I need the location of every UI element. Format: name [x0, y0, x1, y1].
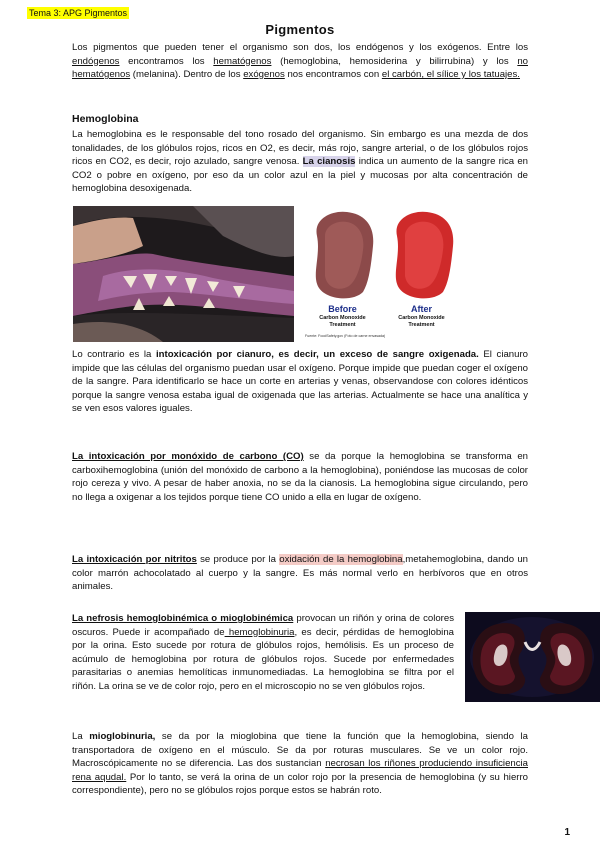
nefrosis-paragraph: La nefrosis hemoglobinémica o mioglobinémica provocan un riñón y orina de colores oscuros. Puede ir acompañado de hemoglobinuria, es decir, pérdidas de hemoglobina por la orina. Esto sucede por rotura de glóbulos rojos, hemólisis. Es un proceso de acúmulo de hemoglobina por rotura de glóbulos rojos. Sucede por enfermedades parasitarias o anemias hemolíticas inmunomediadas. La hemoglobina se filtra por el riñón. La orina se ve de color rojo, pero en el microscopio no se ven glóbulos rojos.	[72, 613, 455, 692]
intro-paragraph: Los pigmentos que pueden tener el organismo son dos, los endógenos y los exógenos. Entre los endógenos encontramos los hematógenos (hemoglobina, hemosiderina y bilirrubina) y los no hematógenos (melanina). Dentro de los exógenos nos encontramos con el carbón, el sílice y los tatuajes.	[72, 42, 528, 80]
kidney-image	[465, 612, 600, 702]
after-label: After	[410, 304, 432, 314]
topic-tag: Tema 3: APG Pigmentos	[29, 8, 128, 18]
before-sublabel: Carbon Monoxide Treatment	[319, 315, 366, 328]
before-label: Before	[328, 304, 357, 314]
nitritos-paragraph: La intoxicación por nitritos se produce por la oxidación de la hemoglobina,metahemoglobina, dando un color marrón achocolatado al cuerpo y la sangre. Es más normal verlo en herbívoros que en otros animales.	[72, 554, 529, 592]
mioglobinuria-paragraph: La mioglobinuria, se da por la mioglobina que tiene la función que la hemoglobina, siendo la transportadora de oxígeno en el músculo. Se da por roturas musculares. Se ve un color rojo. Macroscópicamente no se diferencia. Las dos sustancian necrosan los riñones produciendo insuficiencia rena aqudal. Por lo tanto, se verá la orina de un color rojo por la presencia de hemoglobina (y su hierro correspondiente), pero no se glóbulos rojos porque estos se habrán roto.	[72, 731, 528, 796]
figure-caption: Fuente: FoodSafety.gov (Foto de carne envasada)	[305, 334, 386, 338]
cianuro-paragraph: Lo contrario es la intoxicación por cianuro, es decir, un exceso de sangre oxigenada. El cianuro impide que las células del organismo puedan usar el oxígeno. Porque impide que puedan coger el oxígeno de la sangre. Para identificarlo se hace un corte en arterias y venas, observandose con colores idénticos porque la sangre venosa estaba igual de oxigenada que las arterias. Actualmente se hace una analítica y se ven esos valores iguales.	[72, 349, 528, 414]
meat-co-figure	[303, 206, 461, 342]
hemoglobina-paragraph: La hemoglobina es le responsable del tono rosado del organismo. Sin embargo es una mezda de dos tonalidades, de los glóbulos rojos, ricos en O2, es decir, más rojo, sangre arterial, o de los glóbulos rojos ricos en CO2, es decir, rojo azulado, sangre venosa. La cianosis indica un aumento de la sangre rica en CO2 o pobre en oxígeno, por eso da un color azul en la piel y mucosas por alta concentración de hemoglobina desoxigenada.	[72, 129, 528, 194]
monoxido-paragraph: La intoxicación por monóxido de carbono (CO) se da porque la hemoglobina se transforma en carboxihemoglobina (unión del monóxido de carbono a la hemoglobina), poniéndose las mucosas de color rojo cereza y vivo. A pesar de haber anoxia, no se da la cianosis. La hemoglobina sigue circulando, pero no llega a oxigenar a los tejidos porque tiene CO unido a ella en lugar de oxígeno.	[72, 451, 528, 503]
after-sublabel: Carbon Monoxide Treatment	[398, 315, 445, 328]
dog-cyanosis-image	[73, 206, 294, 342]
heading-hemoglobina: Hemoglobina	[72, 113, 139, 125]
page-title: Pigmentos	[265, 22, 335, 37]
page-number: 1	[564, 827, 570, 838]
